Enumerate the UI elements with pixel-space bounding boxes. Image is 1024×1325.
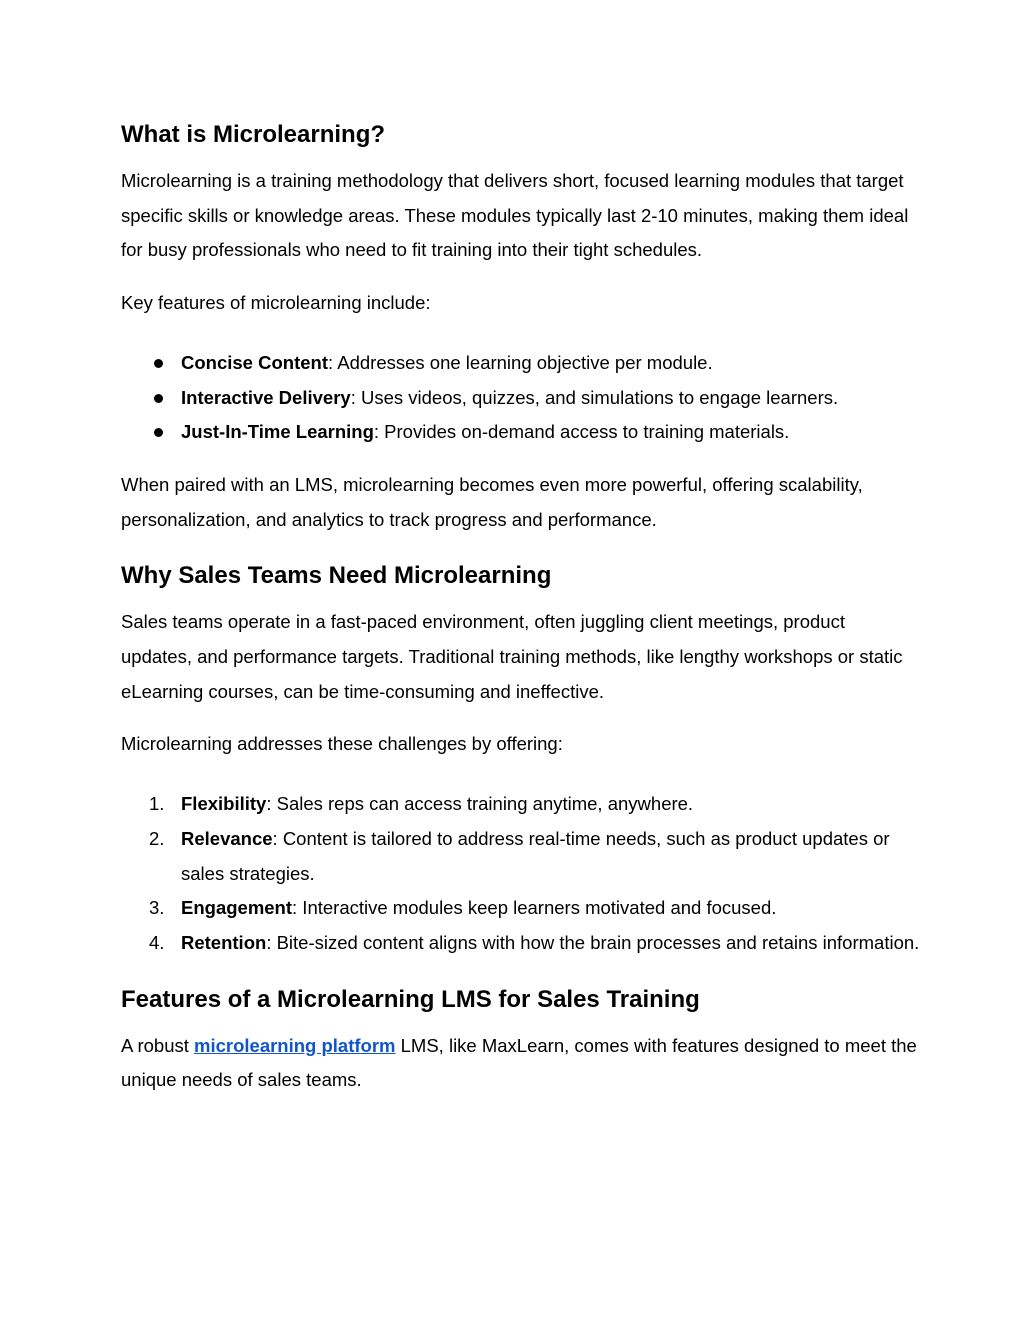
paragraph-paired-with-lms: When paired with an LMS, microlearning becomes even more powerful, offering scalability, personalization, and analytics to track progress and performance. (121, 473, 863, 530)
list-item (121, 787, 921, 822)
benefits-numbered-list (121, 787, 921, 961)
list-item (121, 891, 921, 926)
key-features-bullet-list (121, 346, 921, 450)
list-item-desc: : Bite-sized content aligns with how the brain processes and retains information. (266, 931, 920, 953)
list-item (121, 346, 921, 381)
bullet-icon (154, 428, 163, 437)
list-item-term: Retention (181, 931, 267, 953)
section-heading-features-lms: Features of a Microlearning LMS for Sales Training (121, 985, 700, 1013)
paragraph-text-before-link: A robust (121, 1034, 195, 1056)
document-page (121, 118, 921, 1098)
list-item-desc: : Provides on-demand access to training materials. (373, 421, 790, 443)
list-item (121, 926, 921, 961)
bullet-icon (154, 394, 163, 403)
list-item-term: Relevance (181, 827, 273, 849)
list-item-number: 3. (149, 897, 165, 919)
list-item-term: Concise Content (181, 351, 328, 373)
microlearning-platform-link[interactable]: microlearning platform (194, 1034, 396, 1056)
section-heading-what-is-microlearning: What is Microlearning? (121, 121, 386, 148)
list-item-number: 1. (149, 793, 165, 815)
list-item-desc: : Interactive modules keep learners motivated and focused. (292, 897, 777, 919)
list-item-desc: : Uses videos, quizzes, and simulations to engage learners. (350, 386, 839, 408)
bullet-icon (154, 359, 163, 368)
list-item-desc: : Sales reps can access training anytime, anywhere. (266, 793, 694, 815)
list-item-term: Just-In-Time Learning (181, 421, 374, 443)
paragraph-sales-teams-intro: Sales teams operate in a fast-paced environment, often juggling client meetings, product updates, and performance targets. Traditional training methods, like lengthy workshops or static eLearning courses, can be time-consuming and ineffective. (121, 611, 903, 702)
list-item (121, 381, 921, 416)
paragraph-microlearning-definition: Microlearning is a training methodology that delivers short, focused learning modules that target specific skills or knowledge areas. These modules typically last 2-10 minutes, making them ideal for busy professionals who need to fit training into their tight schedules. (121, 170, 909, 261)
list-item-desc: : Content is tailored to address real-time needs, such as product updates or sales strategies. (181, 827, 890, 884)
section-heading-why-sales-teams: Why Sales Teams Need Microlearning (121, 562, 552, 590)
list-item-desc: : Addresses one learning objective per module. (327, 351, 713, 373)
paragraph-key-features-lead: Key features of microlearning include: (121, 292, 431, 314)
list-item (121, 415, 921, 450)
paragraph-challenges-lead: Microlearning addresses these challenges by offering: (121, 733, 563, 755)
list-item-number: 2. (149, 827, 165, 849)
list-item-term: Interactive Delivery (181, 386, 351, 408)
list-item-term: Flexibility (181, 793, 267, 815)
paragraph-text-after-link: LMS, like MaxLearn, comes with features designed to meet the unique needs of sales teams. (121, 1034, 917, 1091)
list-item (121, 822, 921, 891)
list-item-term: Engagement (181, 897, 293, 919)
list-item-number: 4. (149, 931, 165, 953)
paragraph-robust-platform (121, 1029, 921, 1098)
